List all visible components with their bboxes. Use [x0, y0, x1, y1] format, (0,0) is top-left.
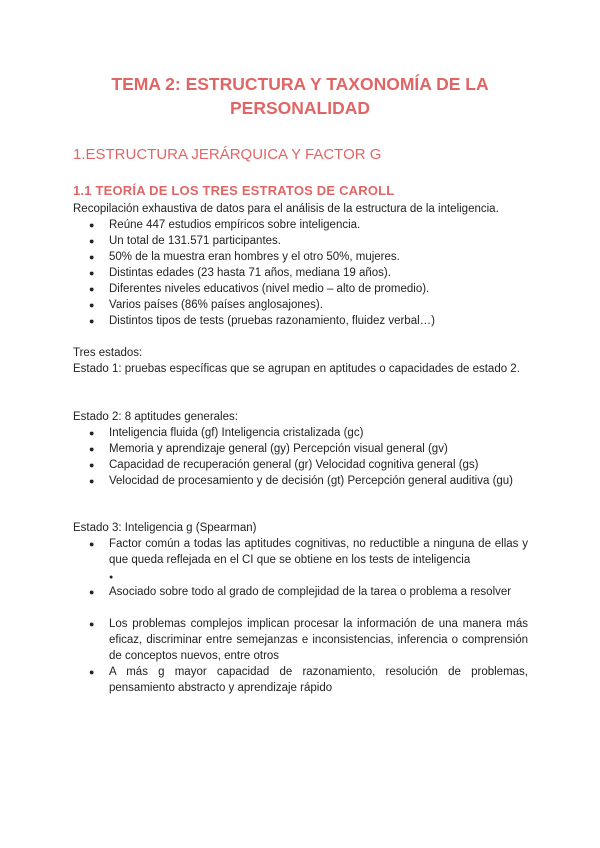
- intro-paragraph: Recopilación exhaustiva de datos para el análisis de la estructura de la inteligencia.: [73, 203, 499, 215]
- list-item: ● Reúne 447 estudios empíricos sobre inteligencia.: [89, 219, 361, 231]
- bullet-icon: ●: [89, 476, 95, 486]
- list-item: ● Distintas edades (23 hasta 71 años, mediana 19 años).: [89, 267, 391, 279]
- intro-list: [73, 217, 528, 329]
- document-title: TEMA 2: ESTRUCTURA Y TAXONOMÍA DE LA PERSONALIDAD: [111, 74, 489, 118]
- small-bullet-icon: ●: [109, 574, 114, 581]
- list-item: ● Los problemas complejos implican procesar la información de una manera más eficaz, discriminar entre semejanzas e inconsistencias, inferencia o comprensión de conceptos nuevos, entre otros: [89, 618, 528, 662]
- list-item: ● Inteligencia fluida (gf) Inteligencia cristalizada (gc): [89, 427, 364, 439]
- list-item: ● Varios países (86% países anglosajones).: [89, 299, 323, 311]
- list-item: ● Factor común a todas las aptitudes cognitivas, no reductible a ninguna de ellas y que queda reflejada en el CI que se obtiene en los tests de inteligencia ●: [89, 538, 528, 581]
- estado2-paragraph: Estado 2: 8 aptitudes generales:: [73, 411, 238, 423]
- list-item: ● Un total de 131.571 participantes.: [89, 235, 281, 247]
- estado2-list: [73, 425, 528, 489]
- bullet-icon: ●: [89, 539, 95, 549]
- list-item: ● A más g mayor capacidad de razonamiento, resolución de problemas, pensamiento abstracto y aprendizaje rápido: [89, 666, 528, 694]
- list-item: ● 50% de la muestra eran hombres y el otro 50%, mujeres.: [89, 251, 400, 263]
- subsection-heading: 1.1 TEORÍA DE LOS TRES ESTRATOS DE CAROLL: [73, 183, 395, 198]
- estado3-list: [73, 536, 528, 696]
- bullet-icon: ●: [89, 667, 95, 677]
- bullet-icon: ●: [89, 460, 95, 470]
- bullet-icon: ●: [89, 428, 95, 438]
- bullet-icon: ●: [89, 284, 95, 294]
- list-item: ● Diferentes niveles educativos (nivel medio – alto de promedio).: [89, 283, 430, 295]
- list-item: ● Velocidad de procesamiento y de decisión (gt) Percepción general auditiva (gu): [89, 475, 514, 487]
- list-item: ● Distintos tipos de tests (pruebas razonamiento, fluidez verbal…): [89, 315, 435, 327]
- estado1-paragraph: Estado 1: pruebas específicas que se agrupan en aptitudes o capacidades de estado 2.: [73, 363, 520, 375]
- estado3-paragraph: Estado 3: Inteligencia g (Spearman): [73, 522, 257, 534]
- bullet-icon: ●: [89, 268, 95, 278]
- bullet-icon: ●: [89, 220, 95, 230]
- tres-estados-label: Tres estados:: [73, 347, 143, 359]
- list-item: ● Capacidad de recuperación general (gr) Velocidad cognitiva general (gs): [89, 459, 479, 471]
- bullet-icon: ●: [89, 316, 95, 326]
- list-item: ● Memoria y aprendizaje general (gy) Percepción visual general (gv): [89, 443, 448, 455]
- list-item: ● Asociado sobre todo al grado de complejidad de la tarea o problema a resolver: [89, 586, 512, 598]
- bullet-icon: ●: [89, 236, 95, 246]
- bullet-icon: ●: [89, 444, 95, 454]
- bullet-icon: ●: [89, 300, 95, 310]
- section-heading: 1.ESTRUCTURA JERÁRQUICA Y FACTOR G: [73, 146, 382, 163]
- bullet-icon: ●: [89, 587, 95, 597]
- bullet-icon: ●: [89, 252, 95, 262]
- bullet-icon: ●: [89, 619, 95, 629]
